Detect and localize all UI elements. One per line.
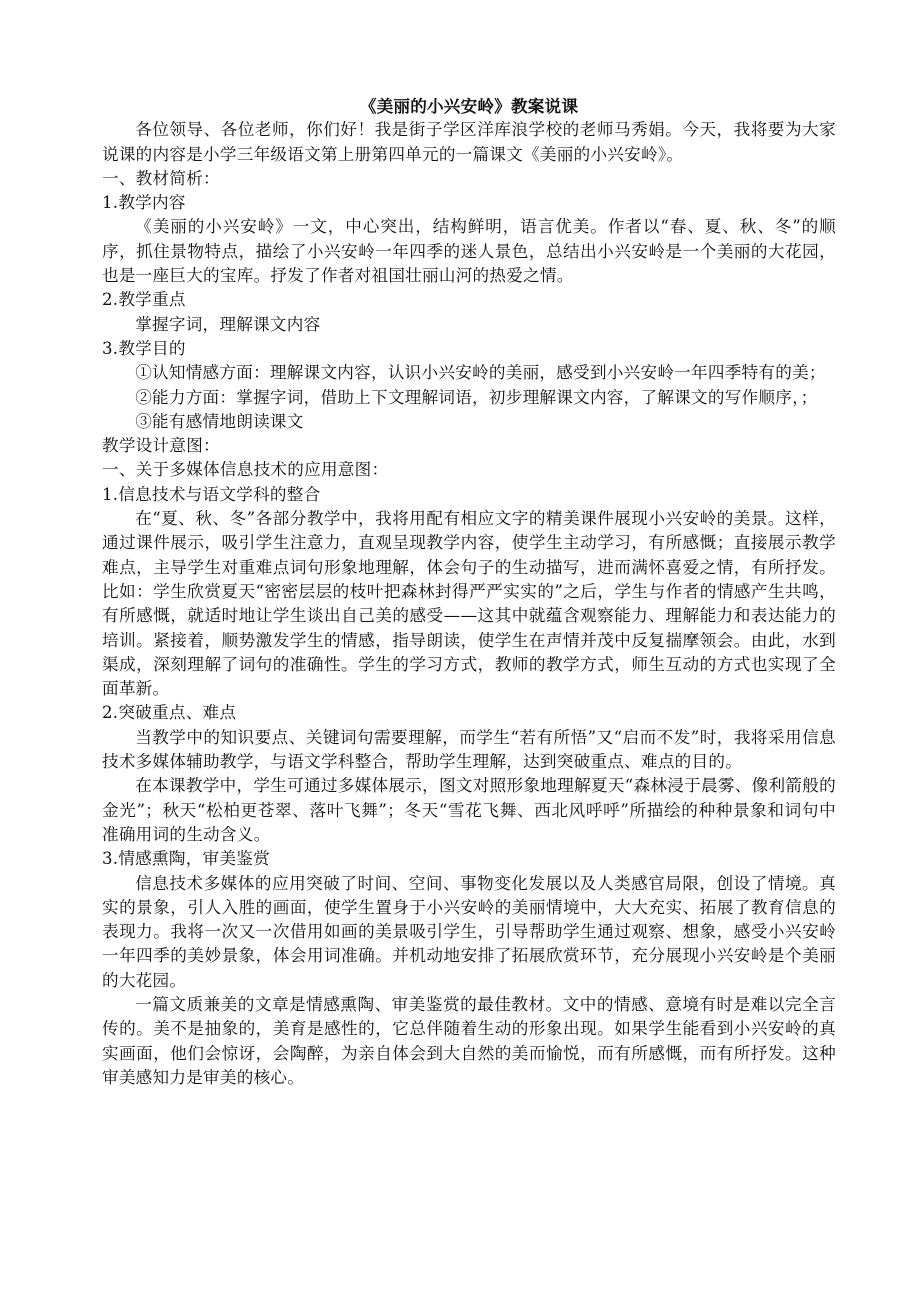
aesthetic-paragraph-1: 信息技术多媒体的应用突破了时间、空间、事物变化发展以及人类感官局限，创设了情境。真实的景象，引人入胜的画面，使学生置身于小兴安岭的美丽情境中，大大充实、拓展了教育信息的表现力。我将一次又一次借用如画的美景吸引学生，引导帮助学生通过观察、想象，感受小兴安岭一年四季的美妙景象，体会用词准确。并机动地安排了拓展欣赏环节，充分展现小兴安岭是个美丽的大花园。 bbox=[102, 873, 836, 990]
breakthrough-paragraph-2: 在本课教学中，学生可通过多媒体展示，图文对照形象地理解夏天“森林浸于晨雾、像利箭般的金光”；秋天“松柏更苍翠、落叶飞舞”；冬天“雪花飞舞、西北风呼呼”所描绘的种种景象和词句中准确用词的生动含义。 bbox=[102, 776, 836, 844]
document-title: 《美丽的小兴安岭》教案说课 bbox=[359, 96, 579, 116]
breakthrough-paragraph-1: 当教学中的知识要点、关键词句需要理解，而学生“若有所悟”又“启而不发”时，我将采用信息技术多媒体辅助教学，与语文学科整合，帮助学生理解，达到突破重点、难点的目的。 bbox=[102, 727, 836, 772]
document-page bbox=[102, 94, 836, 1090]
subheading-integration: 1.信息技术与语文学科的整合 bbox=[102, 484, 321, 504]
section-heading-design-intent: 教学设计意图： bbox=[102, 436, 220, 456]
goal-item-3: ③能有感情地朗读课文 bbox=[135, 411, 304, 431]
subheading-teaching-content: 1.教学内容 bbox=[102, 193, 186, 213]
subheading-breakthrough: 2.突破重点、难点 bbox=[102, 703, 237, 723]
subheading-aesthetic: 3.情感熏陶，审美鉴赏 bbox=[102, 849, 270, 869]
integration-paragraph: 在“夏、秋、冬”各部分教学中，我将用配有相应文字的精美课件展现小兴安岭的美景。这样，通过课件展示，吸引学生注意力，直观呈现教学内容，使学生主动学习，有所感慨；直接展示教学难点，主导学生对重难点词句形象地理解，体会句子的生动描写，进而满怀喜爱之情，有所抒发。比如：学生欣赏夏天“密密层层的枝叶把森林封得严严实实的”之后，学生与作者的情感产生共鸣，有所感慨，就适时地让学生谈出自己美的感受——这其中就蕴含观察能力、理解能力和表达能力的培训。紧接着，顺势激发学生的情感，指导朗读，使学生在声情并茂中反复揣摩领会。由此，水到渠成，深刻理解了词句的准确性。学生的学习方式，教师的教学方式，师生互动的方式也实现了全面革新。 bbox=[102, 509, 836, 699]
teaching-focus-paragraph: 掌握字词，理解课文内容 bbox=[135, 314, 321, 334]
subheading-teaching-focus: 2.教学重点 bbox=[102, 290, 186, 310]
intro-paragraph: 各位领导、各位老师，你们好！我是街子学区洋库浪学校的老师马秀娟。今天，我将要为大家说课的内容是小学三年级语文第上册第四单元的一篇课文《美丽的小兴安岭》。 bbox=[102, 120, 836, 164]
teaching-content-paragraph: 《美丽的小兴安岭》一文，中心突出，结构鲜明，语言优美。作者以“春、夏、秋、冬”的顺序，抓住景物特点，描绘了小兴安岭一年四季的迷人景色，总结出小兴安岭是一个美丽的大花园，也是一座巨大的宝库。抒发了作者对祖国壮丽山河的热爱之情。 bbox=[102, 217, 836, 286]
section-heading-multimedia: 一、关于多媒体信息技术的应用意图： bbox=[102, 460, 389, 480]
section-heading-textbook-analysis: 一、教材简析： bbox=[102, 168, 220, 188]
aesthetic-paragraph-2: 一篇文质兼美的文章是情感熏陶、审美鉴赏的最佳教材。文中的情感、意境有时是难以完全言传的。美不是抽象的，美育是感性的，它总伴随着生动的形象出现。如果学生能看到小兴安岭的真实画面，他们会惊讶，会陶醉，为亲自体会到大自然的美而愉悦，而有所感慨，而有所抒发。这种审美感知力是审美的核心。 bbox=[102, 994, 836, 1087]
goal-item-2: ②能力方面：掌握字词，借助上下文理解词语，初步理解课文内容，了解课文的写作顺序，； bbox=[135, 387, 818, 407]
subheading-teaching-goals: 3.教学目的 bbox=[102, 338, 186, 358]
goal-item-1: ①认知情感方面：理解课文内容，认识小兴安岭的美丽，感受到小兴安岭一年四季特有的美； bbox=[135, 363, 826, 383]
